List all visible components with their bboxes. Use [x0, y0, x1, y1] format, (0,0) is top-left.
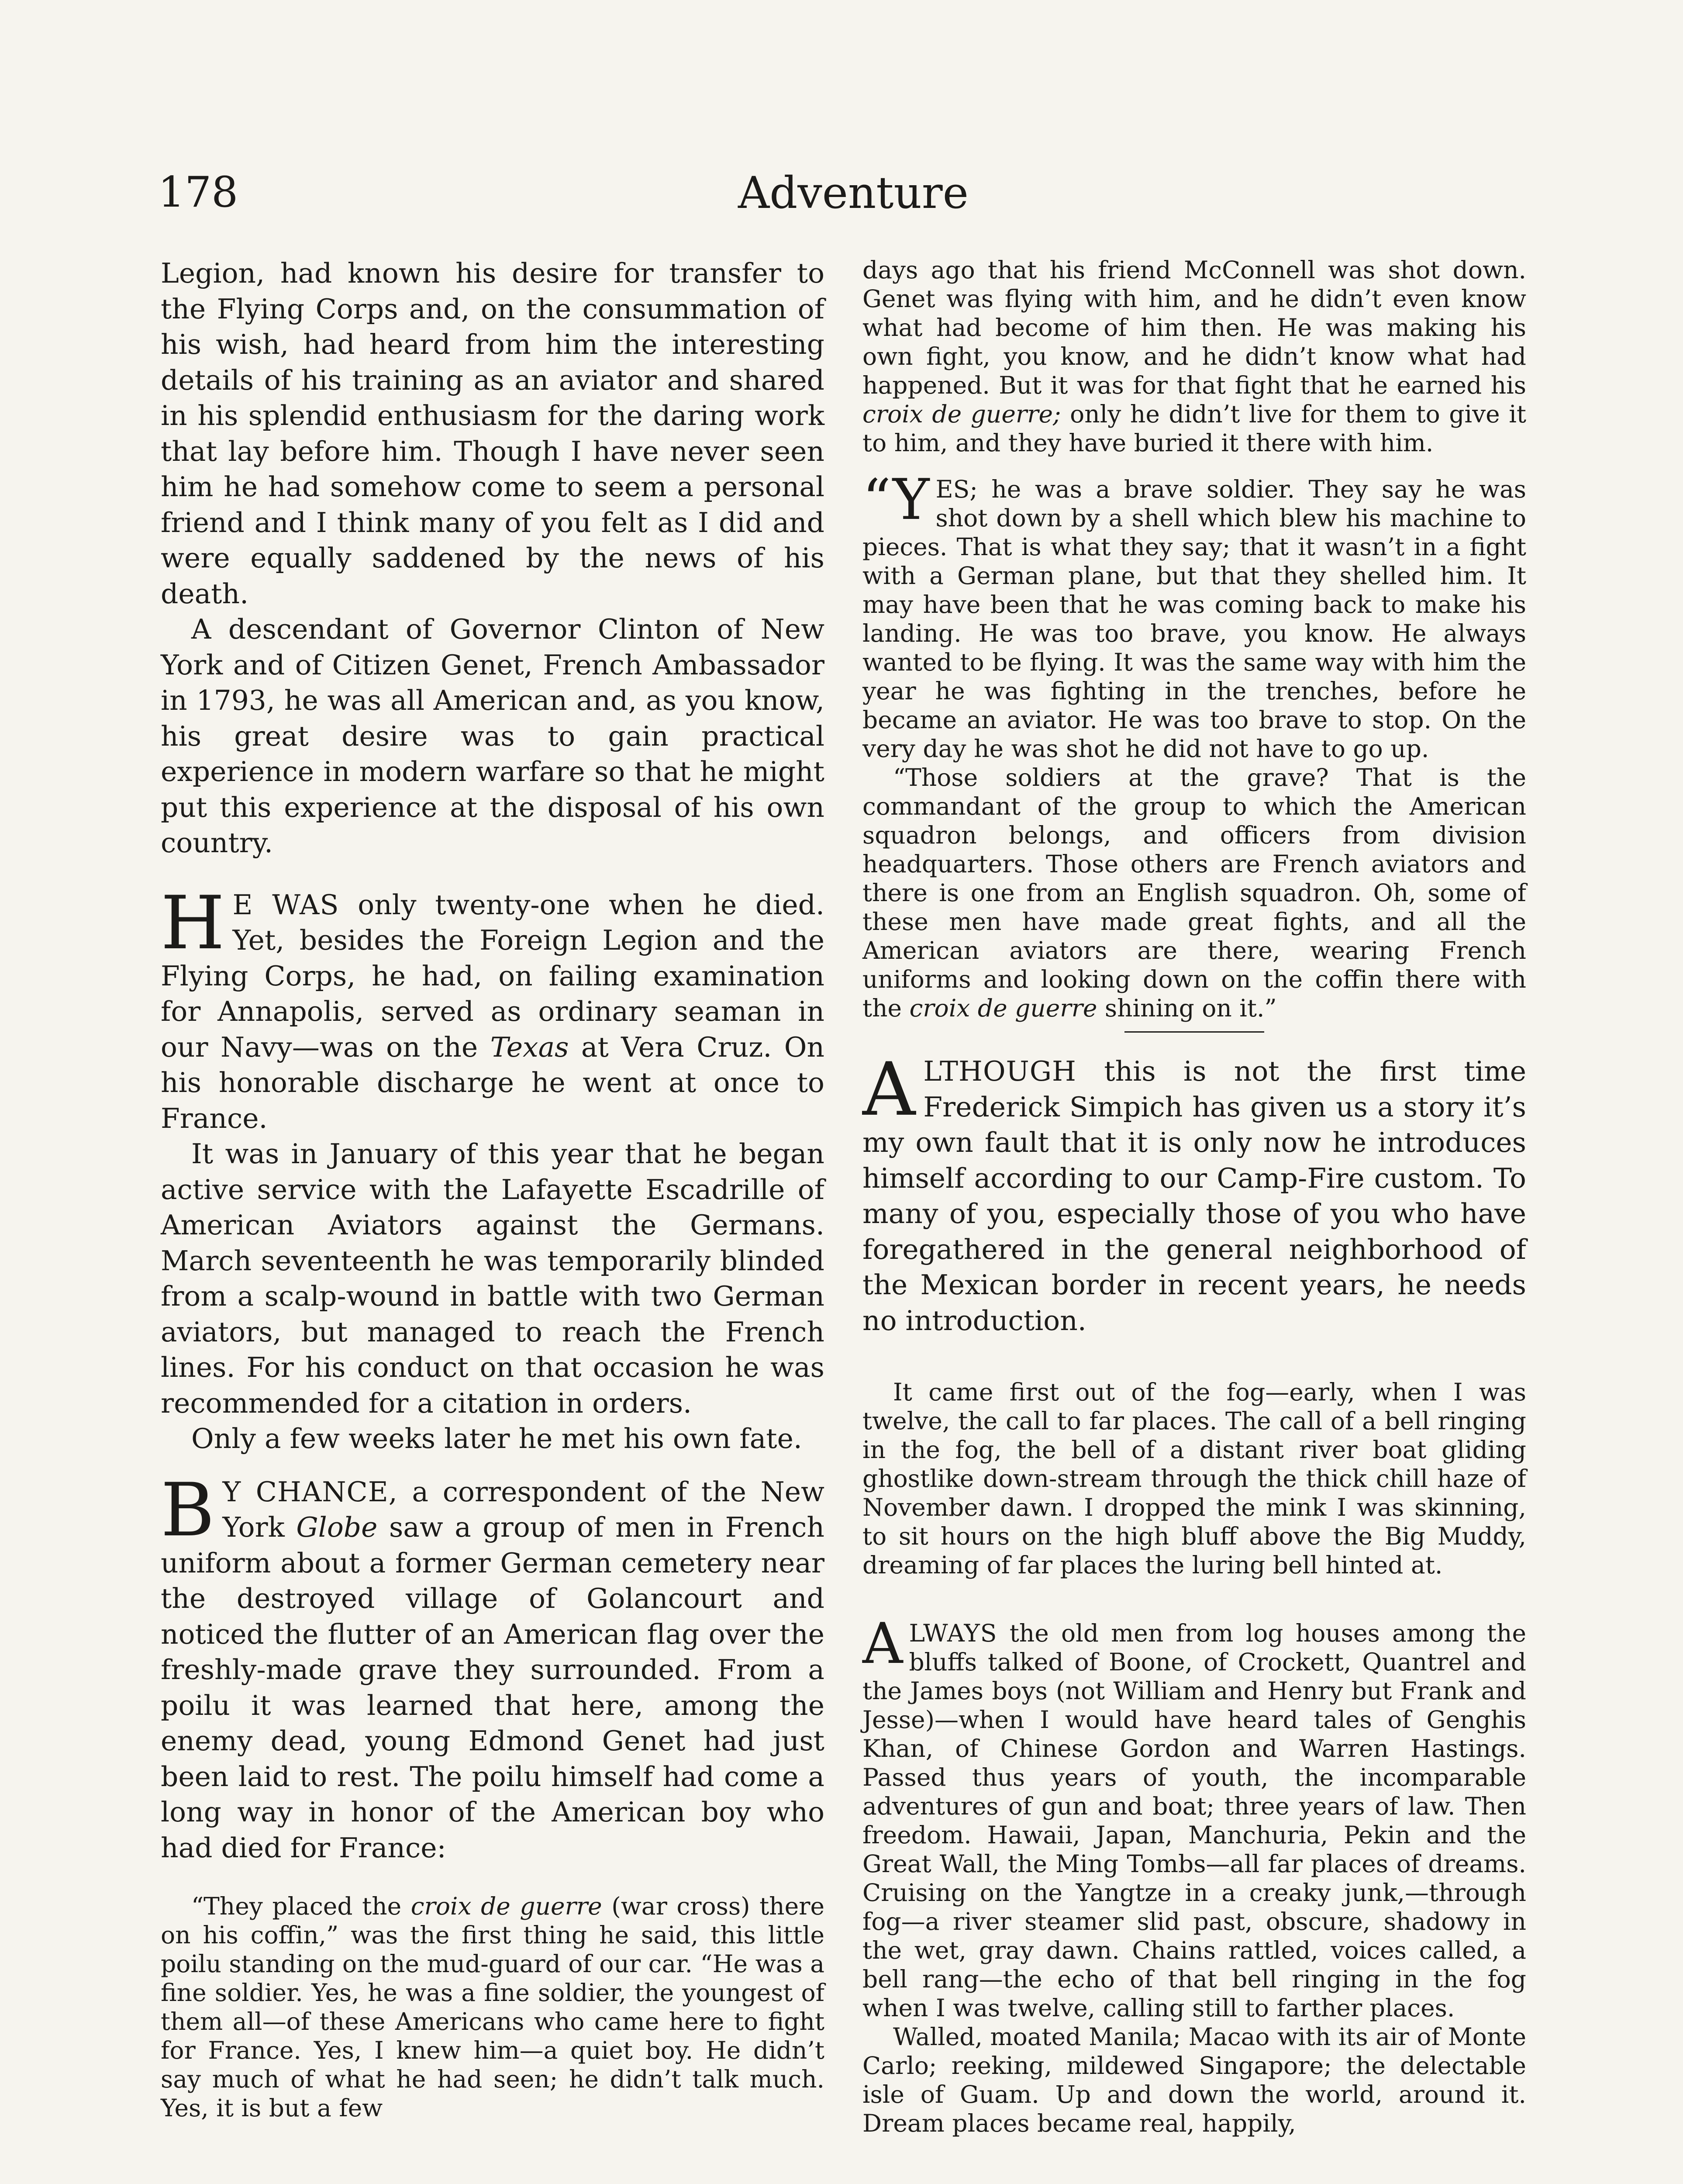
text-run: days ago that his friend McConnell was shot down. Genet was flying with him, and he didn’t even know what had become of him then. He was making his own fight, you know, and he didn’t know what had happened. But it was for that fight that he earned his [862, 256, 1526, 399]
paragraph: Walled, moated Manila; Macao with its air of Monte Carlo; reeking, mildewed Singapore; the delectable isle of Guam. Up and down the world, around it. Dream places became real, happily, [862, 2023, 1526, 2137]
page-number: 178 [158, 168, 238, 217]
italic-run: croix de guerre; [862, 400, 1061, 428]
section-divider [1124, 1031, 1264, 1033]
paragraph: A descendant of Governor Clinton of New York and of Citizen Genet, French Ambassador in 1793, he was all American and, as you know, his great desire was to gain practical experience in modern warfare so that he might put this experience at the disposal of his own country. [161, 613, 824, 859]
dropcap-paragraph [862, 1047, 1526, 1338]
page-title: Adventure [738, 167, 969, 218]
text-run: a correspondent of the New York [222, 1476, 824, 1543]
right-column [862, 256, 1526, 2138]
drop-cap: A [862, 1611, 903, 1676]
paragraph: Only a few weeks later he met his own fate. [191, 1423, 802, 1455]
italic-run: croix de guerre [909, 994, 1097, 1022]
drop-cap: “Y [862, 467, 930, 532]
paragraph: It came first out of the fog—early, when I was twelve, the call to far places. The call of a bell ringing in the fog, the bell of a distant river boat gliding ghostlike down-stream through the thick chill haze of November dawn. I dropped the mink I was skinning, to sit hours on the high bluff above the Big Muddy, dreaming of far places the luring bell hinted at. [862, 1378, 1526, 1579]
text-run: shining on it.” [1097, 994, 1277, 1022]
italic-run: Globe [296, 1511, 378, 1543]
dropcap-paragraph [161, 880, 824, 1137]
text-run: only he didn’t live for them to give it to him, and they have buried it there with him. [862, 400, 1526, 457]
text-run: only twenty-one when he died. Yet, besides the Foreign Legion and the Flying Corps, he had, on failing examination for Annapolis, served as ordinary seaman in our Navy—was on the [161, 888, 824, 1063]
drop-cap: H [161, 880, 225, 966]
text-run: this is not the first time Frederick Simpich has given us a story it’s my own fault that it is only now he introduces himself according to our Camp-Fire custom. To many of you, especially those of you who have foregathered in the general neighborhood of the Mexican border in recent years, he needs no introduction. [862, 1055, 1526, 1337]
dropcap-paragraph [862, 1611, 1526, 2022]
paragraph: It was in January of this year that he began active service with the Lafayette Escadrille of American Aviators against the Germans. March seventeenth he was temporarily blinded from a scalp-wound in battle with two German aviators, but managed to reach the French lines. For his conduct on that occasion he was recommended for a citation in orders. [161, 1138, 824, 1419]
italic-run: croix de guerre [410, 1892, 602, 1920]
text-run: “Those soldiers at the grave? That is the commandant of the group to which the American squadron belongs, and officers from division headquarters. Those others are French aviators and there is one from an English squadron. Oh, some of these men have made great fights, and all the American aviators are there, wearing French uniforms and looking down on the coffin there with the [862, 764, 1526, 1022]
text-run: at Vera Cruz. On his honorable discharge he went at once to France. [161, 1031, 824, 1134]
paragraph: Legion, had known his desire for transfer to the Flying Corps and, on the consummation of his wish, had heard from him the interesting details of his training as an aviator and shared in his splendid enthusiasm for the daring work that lay before him. Though I have never seen him he had somehow come to seem a personal friend and I think many of you felt as I did and were equally saddened by the news of his death. [161, 257, 824, 610]
smallcaps-lead: E WAS [232, 888, 339, 921]
left-column [161, 256, 824, 2122]
text-run: “They placed the [191, 1892, 411, 1920]
text-run: (war cross) there on his coffin,” was the first thing he said, this little poilu standing on the mud-guard of our car. “He was a fine soldier. Yes, he was a fine soldier, the youngest of them all—of these Americans who came here to fight for France. Yes, I knew him—a quiet boy. He didn’t say much of what he had seen; he didn’t talk much. Yes, it is but a few [161, 1892, 824, 2122]
quote-paragraph [161, 1892, 824, 2122]
text-run: ES; he was a brave soldier. They say he was shot down by a shell which blew his machine to pieces. That is what they say; that it wasn’t in a fight with a German plane, but that they shelled him. It may have been that he was coming back to make his landing. He was too brave, you know. He always wanted to be flying. It was the same way with him the year he was fighting in the trenches, before he became an aviator. He was too brave to stop. On the very day he was shot he did not have to go up. [862, 475, 1526, 763]
smallcaps-lead: Y CHANCE, [222, 1476, 398, 1508]
drop-cap: A [862, 1047, 916, 1132]
dropcap-paragraph [862, 467, 1526, 763]
dropcap-paragraph [161, 1467, 824, 1866]
italic-run: Texas [490, 1031, 569, 1063]
quote-paragraph [862, 256, 1526, 457]
quote-paragraph [862, 763, 1526, 1023]
drop-cap: B [161, 1467, 215, 1553]
smallcaps-lead: LTHOUGH [923, 1055, 1076, 1087]
text-run: saw a group of men in French uniform about a former German cemetery near the destroyed village of Golancourt and noticed the flutter of an American flag over the freshly-made grave they surrounded. From a poilu it was learned that here, among the enemy dead, young Edmond Genet had just been laid to rest. The poilu himself had come a long way in honor of the American boy who had died for France: [161, 1511, 824, 1864]
text-run: the old men from log houses among the bluffs talked of Boone, of Crockett, Quantrel and the James boys (not William and Henry but Frank and Jesse)—when I would have heard tales of Genghis Khan, of Chinese Gordon and Warren Hastings. Passed thus years of youth, the incomparable adventures of gun and boat; three years of law. Then freedom. Hawaii, Japan, Manchuria, Pekin and the Great Wall, the Ming Tombs—all far places of dreams. Cruising on the Yangtze in a creaky junk,—through fog—a river steamer slid past, obscure, shadowy in the wet, gray dawn. Chains rattled, voices called, a bell rang—the echo of that bell ringing in the fog when I was twelve, calling still to farther places. [862, 1619, 1526, 2022]
smallcaps-lead: LWAYS [909, 1619, 997, 1647]
